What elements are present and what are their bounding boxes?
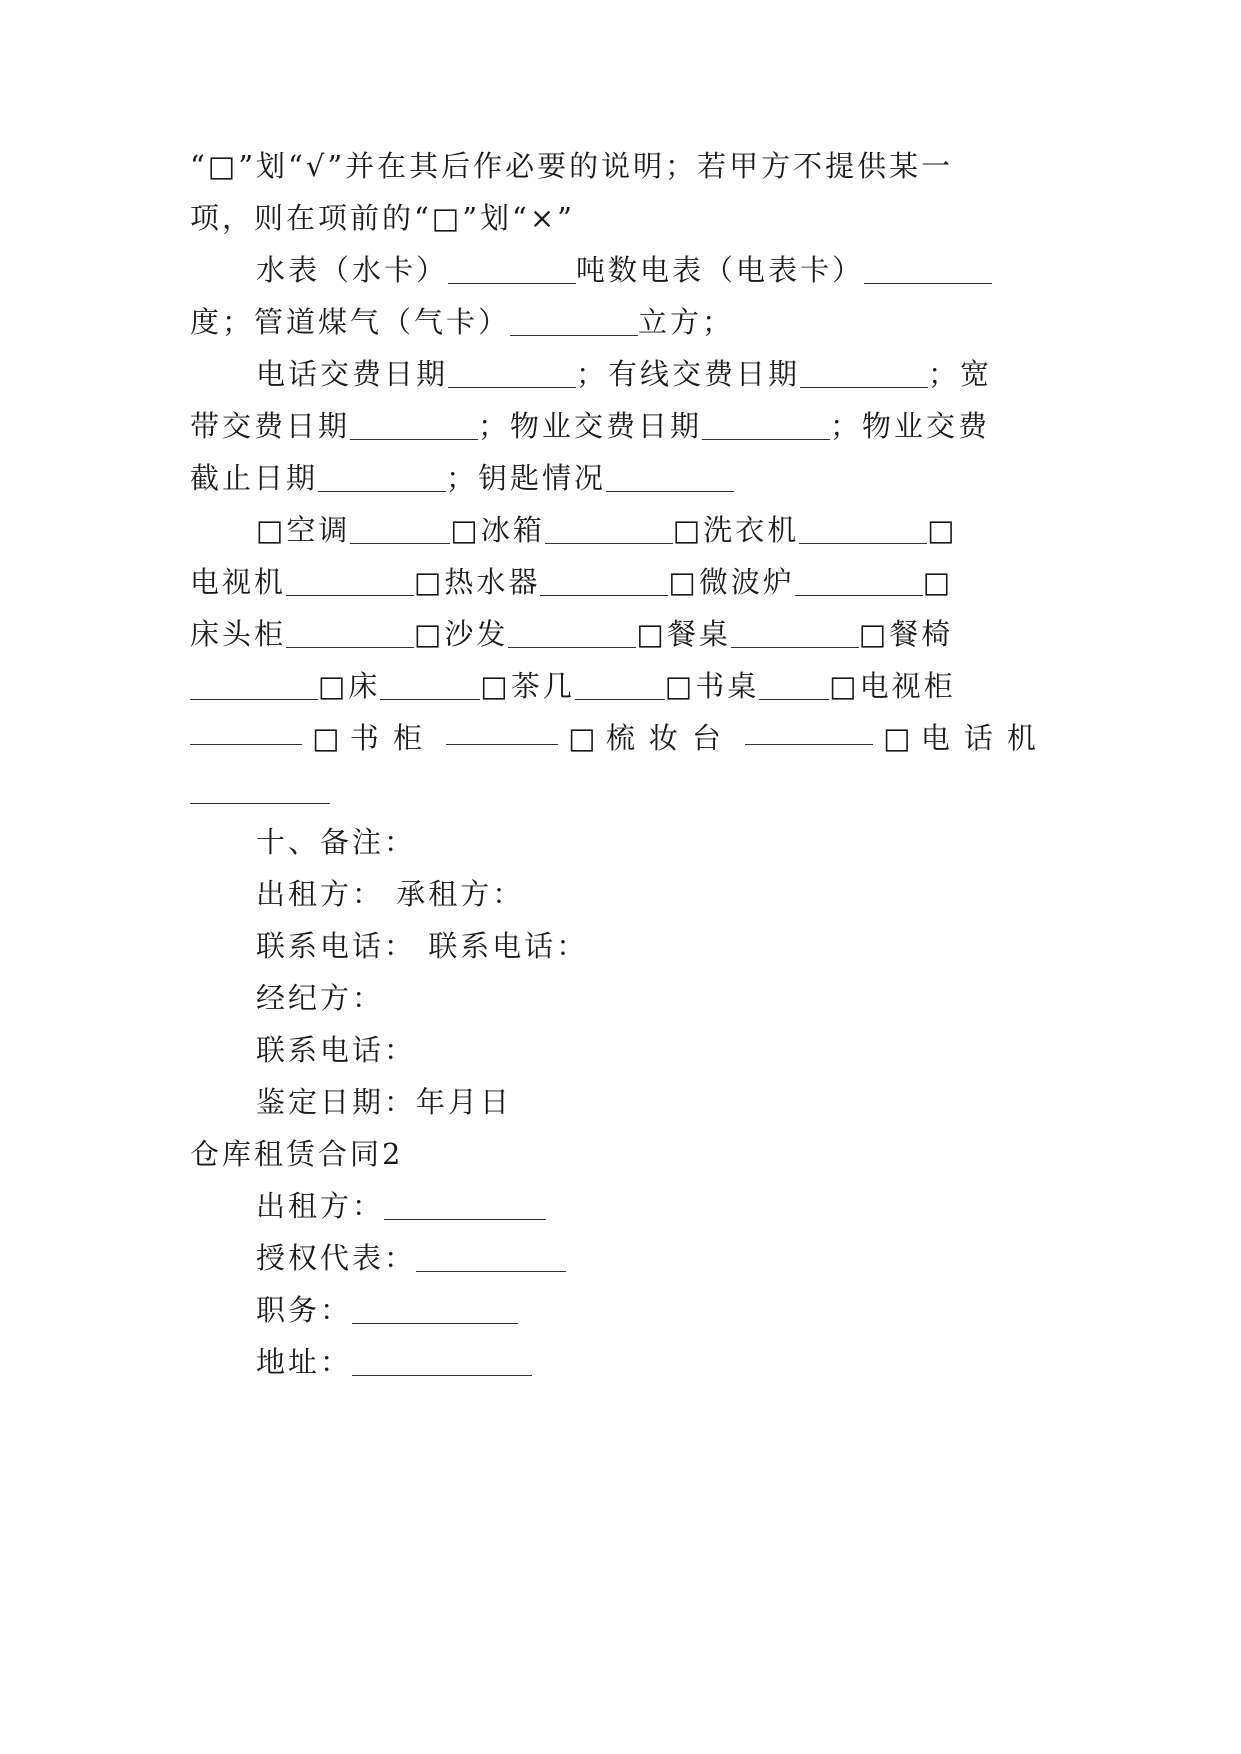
electric-blank[interactable] — [864, 257, 992, 284]
item-heater: 热水器 — [444, 565, 541, 599]
contacts-line: 联系电话： 联系电话： — [256, 929, 589, 963]
separator: ； — [928, 357, 961, 391]
cable-date-label: ；有线交费日期 — [576, 357, 801, 391]
item-dresser: 梳妆台 — [605, 721, 735, 755]
checkbox[interactable]: □ — [829, 669, 860, 703]
text-line: “□”划“√”并在其后作必要的说明；若甲方不提供某一 — [190, 149, 954, 183]
contract-2-lessor-line — [256, 1186, 1050, 1226]
representative-blank[interactable] — [416, 1245, 566, 1272]
item-bookcase: 书柜 — [349, 721, 436, 755]
checkbox[interactable]: □ — [256, 513, 287, 547]
gas-blank[interactable] — [510, 309, 638, 336]
lessor-label: 出租方： — [256, 1189, 385, 1223]
position-label: 职务： — [256, 1293, 353, 1327]
water-unit: 吨 — [576, 253, 609, 287]
checkbox[interactable]: □ — [636, 617, 667, 651]
item-nightstand: 床头柜 — [190, 617, 287, 651]
checkbox[interactable]: □ — [672, 513, 704, 547]
property-date-blank[interactable] — [702, 413, 830, 440]
address-blank[interactable] — [352, 1349, 532, 1376]
bookcase-blank[interactable] — [446, 718, 558, 745]
table-blank[interactable] — [731, 621, 859, 648]
agent-line: 经纪方： — [256, 981, 385, 1015]
checkbox[interactable]: □ — [312, 721, 340, 755]
broadband-label-start: 宽 — [960, 357, 993, 391]
item-telephone: 电话机 — [920, 721, 1050, 755]
contract-2-representative-line — [256, 1238, 1050, 1278]
lessor-blank[interactable] — [384, 1193, 546, 1220]
item-fridge: 冰箱 — [480, 513, 545, 547]
items-line-3 — [190, 614, 1050, 654]
tv-blank[interactable] — [286, 569, 414, 596]
phone-date-label: 电话交费日期 — [256, 357, 449, 391]
water-blank[interactable] — [448, 257, 576, 284]
electric-unit: 度； — [190, 305, 255, 339]
bed-blank[interactable] — [380, 673, 480, 700]
position-blank[interactable] — [352, 1297, 518, 1324]
checkbox[interactable]: □ — [664, 669, 696, 703]
item-tv: 电视机 — [190, 565, 287, 599]
sign-date-line: 鉴定日期：年月日 — [256, 1085, 513, 1119]
electric-label: 数电表（电表卡） — [608, 253, 865, 287]
washer-blank[interactable] — [799, 517, 927, 544]
text-line: 项，则在项前的“□”划“×” — [190, 201, 576, 235]
deadline-label: 截止日期 — [190, 461, 319, 495]
contract-2-address-line — [256, 1342, 1050, 1382]
item-table: 餐桌 — [666, 617, 731, 651]
utilities-line-1 — [256, 250, 1050, 290]
representative-label: 授权代表： — [256, 1241, 417, 1275]
nightstand-blank[interactable] — [286, 621, 414, 648]
contract-2-position-line — [256, 1290, 1050, 1330]
dates-line-3 — [190, 458, 1050, 498]
items-line-1 — [256, 510, 1050, 550]
checkbox[interactable]: □ — [414, 565, 445, 599]
item-bed: 床 — [348, 669, 381, 703]
checkbox[interactable]: □ — [668, 565, 699, 599]
checkbox[interactable]: □ — [858, 617, 890, 651]
teatable-blank[interactable] — [575, 673, 665, 700]
broadband-date-blank[interactable] — [350, 413, 478, 440]
item-aircon: 空调 — [286, 513, 351, 547]
lessor-lessee-line: 出租方： 承租方： — [256, 877, 525, 911]
items-line-5 — [190, 718, 1050, 758]
checkbox[interactable]: □ — [480, 669, 511, 703]
checkbox[interactable]: □ — [927, 513, 958, 547]
keys-blank[interactable] — [606, 465, 734, 492]
desk-blank[interactable] — [759, 673, 829, 700]
item-microwave: 微波炉 — [698, 565, 795, 599]
aircon-blank[interactable] — [350, 517, 450, 544]
sofa-blank[interactable] — [508, 621, 636, 648]
water-label: 水表（水卡） — [256, 253, 449, 287]
item-chair: 餐椅 — [889, 617, 954, 651]
microwave-blank[interactable] — [795, 569, 923, 596]
items-line-4 — [190, 666, 1050, 706]
checkbox[interactable]: □ — [568, 721, 596, 755]
contract-2-title: 仓库租赁合同2 — [190, 1137, 404, 1171]
broadband-date-label: 带交费日期 — [190, 409, 351, 443]
telephone-blank[interactable] — [190, 777, 330, 804]
agent-contact-line: 联系电话： — [256, 1033, 417, 1067]
gas-unit: 立方； — [638, 305, 735, 339]
chair-blank[interactable] — [190, 673, 318, 700]
checkbox[interactable]: □ — [883, 721, 911, 755]
utilities-line-2 — [190, 302, 1050, 342]
item-sofa: 沙发 — [444, 617, 509, 651]
heater-blank[interactable] — [540, 569, 668, 596]
dates-line-2 — [190, 406, 1050, 446]
tvcabinet-blank[interactable] — [190, 718, 302, 745]
item-tvcabinet: 电视柜 — [859, 669, 956, 703]
checkbox[interactable]: □ — [450, 513, 481, 547]
keys-label: ；钥匙情况 — [446, 461, 607, 495]
property-date-label: ；物业交费日期 — [478, 409, 703, 443]
checkbox[interactable]: □ — [318, 669, 349, 703]
cable-date-blank[interactable] — [800, 361, 928, 388]
fridge-blank[interactable] — [545, 517, 673, 544]
gas-label: 管道煤气（气卡） — [254, 305, 511, 339]
items-line-6 — [190, 770, 1050, 810]
checkbox[interactable]: □ — [922, 565, 954, 599]
item-desk: 书桌 — [695, 669, 760, 703]
property-deadline-label-start: ；物业交费 — [830, 409, 991, 443]
deadline-blank[interactable] — [318, 465, 446, 492]
item-washer: 洗衣机 — [703, 513, 800, 547]
address-label: 地址： — [256, 1345, 353, 1379]
item-teatable: 茶几 — [510, 669, 575, 703]
phone-date-blank[interactable] — [448, 361, 576, 388]
dates-line-1 — [256, 354, 1050, 394]
dresser-blank[interactable] — [745, 718, 873, 745]
remarks-heading: 十、备注： — [256, 825, 417, 859]
checkbox[interactable]: □ — [414, 617, 445, 651]
items-line-2 — [190, 562, 1050, 602]
